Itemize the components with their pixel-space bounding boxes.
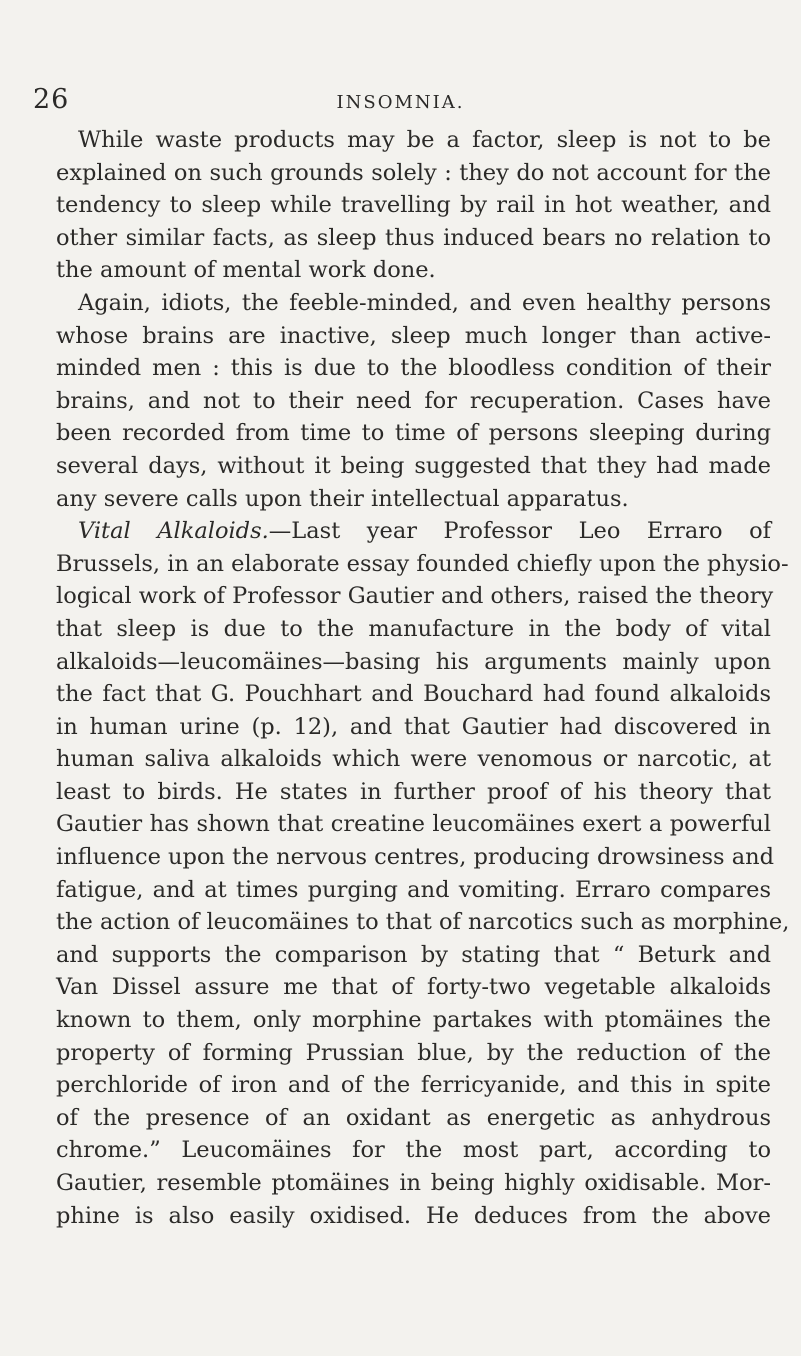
text-line-vital-alkaloids — [56, 515, 771, 548]
text-line: other similar facts, as sleep thus induced bears no relation to — [56, 224, 771, 251]
text-line: Brussels, in an elaborate essay founded chiefly upon the physio- — [56, 550, 789, 577]
text-line: tendency to sleep while travelling by rail in hot weather, and — [56, 192, 771, 219]
text-line: the fact that G. Pouchhart and Bouchard had found alkaloids — [56, 681, 771, 708]
text-line: of the presence of an oxidant as energetic as anhydrous — [56, 1104, 771, 1131]
text-line: phine is also easily oxidised. He deduces from the above — [56, 1202, 771, 1229]
text-line: that sleep is due to the manufacture in the body of vital — [56, 615, 771, 642]
text-line: Gautier, resemble ptomäines in being highly oxidisable. Mor- — [56, 1170, 771, 1196]
page-number: 26 — [33, 84, 70, 115]
text-line: fatigue, and at times purging and vomiting. Erraro compares — [56, 876, 771, 903]
text-line: been recorded from time to time of persons sleeping during — [56, 420, 771, 447]
text-line: chrome.” Leucomäines for the most part, according to — [56, 1137, 771, 1164]
text-line-rest: —Last year Professor Leo Erraro of — [268, 518, 771, 545]
running-title: INSOMNIA. — [336, 92, 465, 113]
text-line: Van Dissel assure me that of forty-two vegetable alkaloids — [56, 974, 771, 1001]
text-line: Again, idiots, the feeble-minded, and even healthy persons — [78, 289, 771, 316]
text-line: logical work of Professor Gautier and others, raised the theory — [56, 583, 774, 610]
text-line: in human urine (p. 12), and that Gautier had discovered in — [56, 713, 771, 740]
text-line: the amount of mental work done. — [56, 257, 436, 284]
text-line: human saliva alkaloids which were venomous or narcotic, at — [56, 746, 771, 773]
text-line: influence upon the nervous centres, producing drowsiness and — [56, 844, 775, 871]
text-line: While waste products may be a factor, sleep is not to be — [78, 127, 771, 153]
body-text — [56, 124, 790, 1232]
text-line: known to them, only morphine partakes with ptomäines the — [56, 1007, 771, 1034]
text-line: least to birds. He states in further proof of his theory that — [56, 778, 771, 805]
text-line: whose brains are inactive, sleep much longer than active- — [56, 322, 771, 349]
text-line: perchloride of iron and of the ferricyanide, and this in spite — [56, 1072, 771, 1099]
text-line: several days, without it being suggested that they had made — [56, 452, 771, 479]
text-line: alkaloids—leucomäines—basing his arguments mainly upon — [56, 648, 771, 675]
text-line: any severe calls upon their intellectual apparatus. — [56, 485, 629, 512]
text-line: Gautier has shown that creatine leucomäines exert a powerful — [56, 811, 771, 838]
text-line: and supports the comparison by stating that “ Beturk and — [56, 941, 771, 968]
text-line: minded men : this is due to the bloodless condition of their — [56, 355, 771, 382]
text-line: explained on such grounds solely : they do not account for the — [56, 159, 771, 186]
text-line: property of forming Prussian blue, by the reduction of the — [56, 1039, 771, 1066]
text-line: the action of leucomäines to that of narcotics such as morphine, — [56, 909, 790, 936]
text-line: brains, and not to their need for recuperation. Cases have — [56, 387, 771, 414]
section-heading-vital-alkaloids: Vital Alkaloids. — [78, 518, 269, 545]
